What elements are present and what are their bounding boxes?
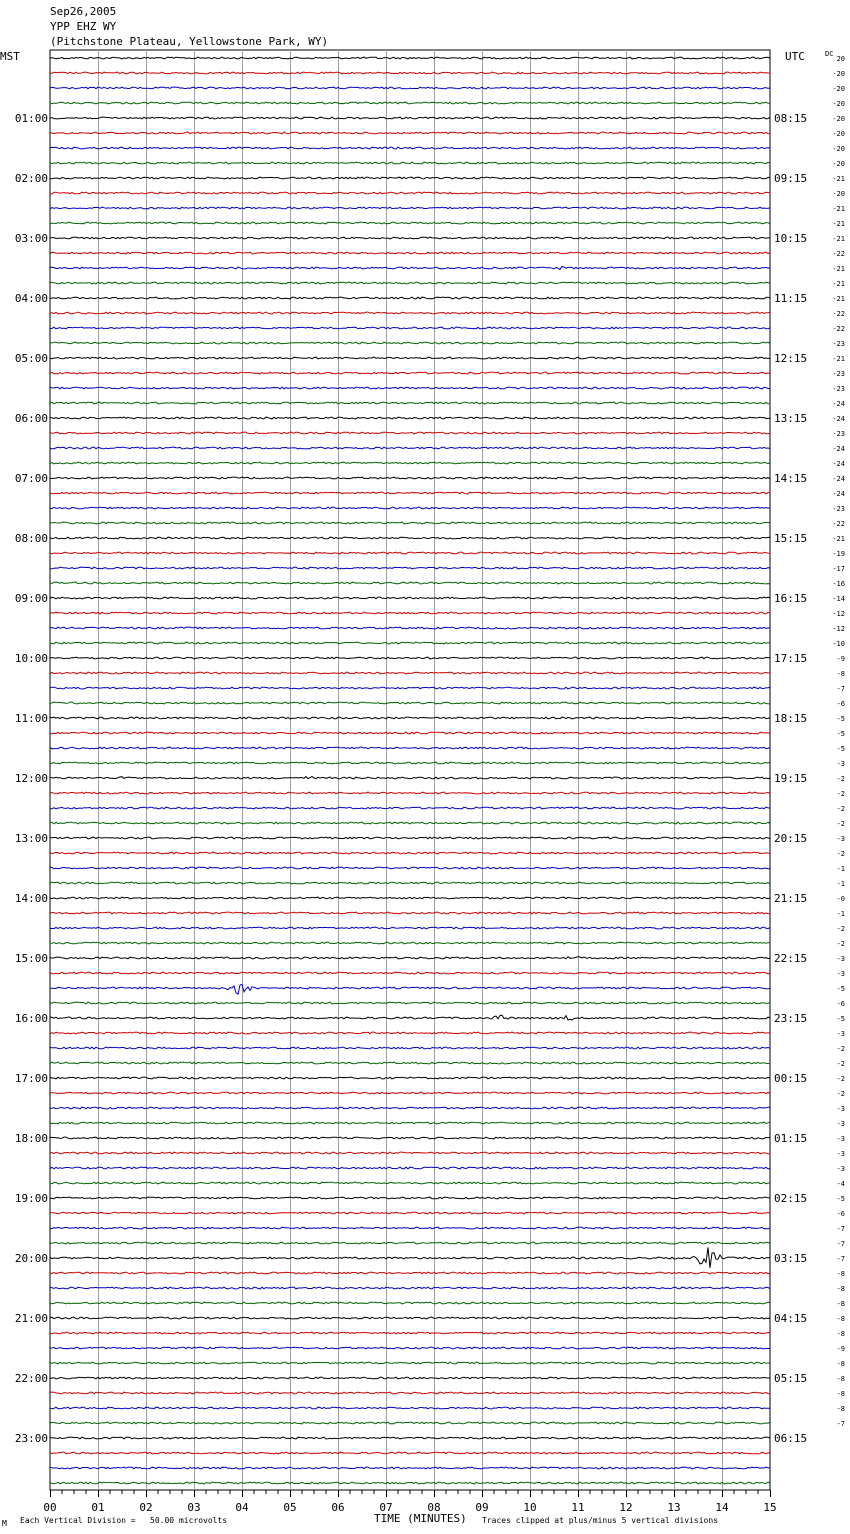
seismic-trace xyxy=(50,132,770,134)
dc-offset-label: -1 xyxy=(836,880,845,888)
seismic-trace xyxy=(50,852,770,854)
dc-offset-label: -3 xyxy=(836,970,845,978)
seismic-trace xyxy=(50,327,770,329)
seismic-trace xyxy=(50,462,770,464)
seismic-trace xyxy=(50,807,770,809)
dc-offset-label: -23 xyxy=(832,340,845,348)
seismic-trace xyxy=(50,837,770,839)
seismic-trace xyxy=(50,747,770,749)
right-time-label: 01:15 xyxy=(774,1132,808,1145)
seismic-trace xyxy=(50,237,770,239)
seismic-trace xyxy=(50,1302,770,1304)
x-tick-label: 13 xyxy=(667,1501,681,1514)
seismic-trace xyxy=(50,1452,770,1454)
seismic-trace xyxy=(50,192,770,194)
dc-offset-label: -21 xyxy=(832,280,845,288)
seismic-trace xyxy=(50,1467,770,1469)
right-time-label: 19:15 xyxy=(774,772,808,785)
dc-offset-label: -20 xyxy=(832,160,845,168)
right-time-label: 08:15 xyxy=(774,112,808,125)
dc-offset-label: -2 xyxy=(836,850,845,858)
x-tick-label: 02 xyxy=(139,1501,153,1514)
right-time-label: 00:15 xyxy=(774,1072,808,1085)
dc-offset-label: -20 xyxy=(832,145,845,153)
seismic-trace xyxy=(50,1182,770,1184)
seismic-trace xyxy=(50,537,770,539)
dc-offset-label: -1 xyxy=(836,865,845,873)
seismic-trace xyxy=(50,1092,770,1094)
right-time-label: 17:15 xyxy=(774,652,808,665)
dc-offset-label: -7 xyxy=(836,1240,845,1248)
seismic-trace xyxy=(50,1212,770,1214)
clip-note: Traces clipped at plus/minus 5 vertical divisions xyxy=(482,1516,719,1525)
seismic-trace xyxy=(50,312,770,314)
trace-layer xyxy=(50,57,770,1484)
seismic-trace xyxy=(50,117,770,119)
left-time-label: 10:00 xyxy=(14,652,48,665)
seismic-trace xyxy=(50,1047,770,1049)
seismic-trace xyxy=(50,102,770,104)
dc-offset-label: -21 xyxy=(832,220,845,228)
seismic-trace xyxy=(50,1482,770,1484)
seismic-trace xyxy=(50,1062,770,1064)
x-tick-label: 00 xyxy=(43,1501,57,1514)
right-time-label: 05:15 xyxy=(774,1372,808,1385)
grid-layer xyxy=(50,50,771,1497)
left-time-label: 12:00 xyxy=(14,772,48,785)
x-tick-label: 10 xyxy=(523,1501,537,1514)
seismic-trace xyxy=(50,507,770,509)
dc-offset-label: -8 xyxy=(836,1285,845,1293)
dc-offset-label: -16 xyxy=(832,580,845,588)
seismic-trace xyxy=(50,867,770,869)
seismic-trace xyxy=(50,1422,770,1424)
seismic-trace xyxy=(50,732,770,734)
dc-offset-label: -24 xyxy=(832,490,845,498)
dc-offset-label: -17 xyxy=(832,565,845,573)
dc-offset-label: -22 xyxy=(832,325,845,333)
seismic-trace xyxy=(50,1152,770,1154)
seismic-trace xyxy=(50,777,770,779)
seismic-trace xyxy=(50,1287,770,1289)
x-tick-label: 14 xyxy=(715,1501,729,1514)
seismic-trace xyxy=(50,1407,770,1409)
dc-offset-label: -21 xyxy=(832,535,845,543)
left-time-label: 15:00 xyxy=(14,952,48,965)
seismic-trace xyxy=(50,1437,770,1439)
dc-offset-label: -24 xyxy=(832,460,845,468)
seismic-trace xyxy=(50,1137,770,1139)
x-tick-label: 11 xyxy=(571,1501,585,1514)
seismic-trace xyxy=(50,177,770,179)
dc-offset-label: -8 xyxy=(836,1300,845,1308)
right-time-label: 02:15 xyxy=(774,1192,808,1205)
seismic-trace xyxy=(50,762,770,764)
left-time-label: 22:00 xyxy=(14,1372,48,1385)
left-time-label: 01:00 xyxy=(14,112,48,125)
dc-offset-label: -23 xyxy=(832,370,845,378)
dc-offset-label: -23 xyxy=(832,430,845,438)
dc-offset-label: -20 xyxy=(832,70,845,78)
right-time-label: 09:15 xyxy=(774,172,808,185)
header-location: (Pitchstone Plateau, Yellowstone Park, WY) xyxy=(50,35,329,48)
right-time-label: 15:15 xyxy=(774,532,808,545)
left-time-label: 20:00 xyxy=(14,1252,48,1265)
dc-offset-label: -21 xyxy=(832,205,845,213)
dc-offset-label: -21 xyxy=(832,235,845,243)
dc-offset-label: -5 xyxy=(836,715,845,723)
dc-offset-label: -2 xyxy=(836,790,845,798)
seismic-trace xyxy=(50,522,770,524)
dc-offset-label: -6 xyxy=(836,1210,845,1218)
dc-offset-label: -23 xyxy=(832,385,845,393)
dc-offset-label: -22 xyxy=(832,520,845,528)
left-time-label: 03:00 xyxy=(14,232,48,245)
seismic-trace xyxy=(50,402,770,404)
dc-offset-label: -23 xyxy=(832,505,845,513)
dc-offset-label: -8 xyxy=(836,1375,845,1383)
seismic-trace xyxy=(50,1227,770,1229)
dc-offset-label: -1 xyxy=(836,910,845,918)
dc-offset-label: -3 xyxy=(836,835,845,843)
right-time-label: 13:15 xyxy=(774,412,808,425)
dc-offset-label: -8 xyxy=(836,1330,845,1338)
x-tick-label: 12 xyxy=(619,1501,633,1514)
seismic-trace xyxy=(50,687,770,689)
seismic-trace xyxy=(50,1197,770,1199)
seismic-trace xyxy=(50,1392,770,1394)
left-time-label: 05:00 xyxy=(14,352,48,365)
dc-offset-label: -7 xyxy=(836,685,845,693)
seismic-trace xyxy=(50,266,770,269)
seismic-trace xyxy=(50,387,770,389)
dc-offset-label: -5 xyxy=(836,985,845,993)
seismic-trace xyxy=(50,942,770,944)
left-time-label: 16:00 xyxy=(14,1012,48,1025)
dc-offset-label: -2 xyxy=(836,820,845,828)
seismic-trace xyxy=(50,1377,770,1379)
seismic-trace xyxy=(50,1247,770,1267)
seismic-trace xyxy=(50,1167,770,1169)
dc-offset-label: -2 xyxy=(836,1075,845,1083)
dc-offset-label: -21 xyxy=(832,265,845,273)
dc-offset-label: -9 xyxy=(836,655,845,663)
dc-offset-label: -24 xyxy=(832,445,845,453)
seismic-trace xyxy=(50,492,770,494)
dc-offset-label: -3 xyxy=(836,760,845,768)
dc-offset-label: -9 xyxy=(836,1345,845,1353)
dc-offset-label: -20 xyxy=(832,85,845,93)
x-axis-label: TIME (MINUTES) xyxy=(374,1512,467,1525)
seismic-trace xyxy=(50,1332,770,1334)
x-tick-label: 07 xyxy=(379,1501,393,1514)
dc-offset-label: -19 xyxy=(832,550,845,558)
seismic-trace xyxy=(50,612,770,614)
dc-offset-label: -8 xyxy=(836,1360,845,1368)
dc-offset-label: -24 xyxy=(832,415,845,423)
dc-offset-label: -4 xyxy=(836,1180,845,1188)
seismic-trace xyxy=(50,252,770,254)
dc-offset-label: -8 xyxy=(836,670,845,678)
corner-mark: M xyxy=(2,1519,7,1528)
dc-offset-label: 20 xyxy=(836,55,845,63)
dc-offset-label: -6 xyxy=(836,1000,845,1008)
x-tick-label: 06 xyxy=(331,1501,345,1514)
dc-offset-label: -2 xyxy=(836,805,845,813)
seismic-trace xyxy=(50,717,770,719)
dc-offset-label: -22 xyxy=(832,250,845,258)
seismic-trace xyxy=(50,417,770,419)
seismic-trace xyxy=(50,657,770,659)
x-tick-label: 05 xyxy=(283,1501,297,1514)
left-time-label: 23:00 xyxy=(14,1432,48,1445)
seismic-trace xyxy=(50,162,770,164)
seismic-trace xyxy=(50,627,770,629)
right-time-label: 16:15 xyxy=(774,592,808,605)
left-timezone-label: MST xyxy=(0,50,20,63)
dc-offset-label: -21 xyxy=(832,175,845,183)
seismic-trace xyxy=(50,1032,770,1034)
dc-offset-label: -22 xyxy=(832,310,845,318)
dc-offset-label: -20 xyxy=(832,115,845,123)
seismic-trace xyxy=(50,672,770,674)
dc-offset-label: -6 xyxy=(836,700,845,708)
seismic-trace xyxy=(50,432,770,434)
dc-offset-label: -3 xyxy=(836,1105,845,1113)
seismic-trace xyxy=(50,372,770,374)
dc-offset-label: -5 xyxy=(836,730,845,738)
dc-offset-label: -20 xyxy=(832,130,845,138)
seismic-trace xyxy=(50,822,770,824)
dc-offset-label: -8 xyxy=(836,1270,845,1278)
right-time-label: 11:15 xyxy=(774,292,808,305)
seismic-trace xyxy=(50,1015,770,1020)
seismic-trace xyxy=(50,222,770,224)
dc-offset-label: -3 xyxy=(836,1030,845,1038)
dc-offset-label: -20 xyxy=(832,190,845,198)
left-time-label: 17:00 xyxy=(14,1072,48,1085)
seismic-trace xyxy=(50,1242,770,1244)
dc-offset-label: -2 xyxy=(836,940,845,948)
dc-offset-label: -7 xyxy=(836,1225,845,1233)
seismic-trace xyxy=(50,567,770,569)
dc-offset-label: -8 xyxy=(836,1390,845,1398)
x-tick-label: 01 xyxy=(91,1501,105,1514)
x-tick-label: 09 xyxy=(475,1501,489,1514)
left-time-label: 13:00 xyxy=(14,832,48,845)
scale-note: Each Vertical Division = 50.00 microvolts xyxy=(20,1516,228,1525)
label-layer xyxy=(0,50,845,1514)
left-time-label: 06:00 xyxy=(14,412,48,425)
dc-offset-label: -3 xyxy=(836,1120,845,1128)
left-time-label: 11:00 xyxy=(14,712,48,725)
dc-offset-label: -2 xyxy=(836,1045,845,1053)
left-time-label: 09:00 xyxy=(14,592,48,605)
right-timezone-label: UTC xyxy=(785,50,805,63)
dc-offset-label: -2 xyxy=(836,775,845,783)
left-time-label: 08:00 xyxy=(14,532,48,545)
seismic-trace xyxy=(50,342,770,344)
seismic-trace xyxy=(50,897,770,899)
header-date: Sep26,2005 xyxy=(50,5,117,18)
dc-offset-label: -7 xyxy=(836,1255,845,1263)
dc-offset-label: -14 xyxy=(832,595,845,603)
right-time-label: 20:15 xyxy=(774,832,808,845)
left-time-label: 14:00 xyxy=(14,892,48,905)
seismic-trace xyxy=(50,477,770,479)
left-time-label: 04:00 xyxy=(14,292,48,305)
dc-offset-label: -8 xyxy=(836,1315,845,1323)
seismic-trace xyxy=(50,702,770,704)
dc-offset-label: -12 xyxy=(832,610,845,618)
seismic-trace xyxy=(50,792,770,794)
seismic-trace xyxy=(50,912,770,914)
right-time-label: 21:15 xyxy=(774,892,808,905)
seismic-trace xyxy=(50,1002,770,1004)
dc-offset-label: -5 xyxy=(836,1195,845,1203)
dc-header-label: DC xyxy=(825,50,834,58)
left-time-label: 19:00 xyxy=(14,1192,48,1205)
dc-offset-label: -3 xyxy=(836,955,845,963)
seismic-trace xyxy=(50,642,770,644)
x-tick-label: 15 xyxy=(763,1501,777,1514)
right-time-label: 23:15 xyxy=(774,1012,808,1025)
left-time-label: 07:00 xyxy=(14,472,48,485)
dc-offset-label: -5 xyxy=(836,745,845,753)
right-time-label: 22:15 xyxy=(774,952,808,965)
seismic-trace xyxy=(50,1347,770,1349)
seismic-trace xyxy=(50,597,770,599)
right-time-label: 10:15 xyxy=(774,232,808,245)
seismic-trace xyxy=(50,882,770,884)
dc-offset-label: -12 xyxy=(832,625,845,633)
seismic-trace xyxy=(50,357,770,359)
dc-offset-label: -7 xyxy=(836,1420,845,1428)
dc-offset-label: -20 xyxy=(832,100,845,108)
dc-offset-label: -0 xyxy=(836,895,845,903)
dc-offset-label: -8 xyxy=(836,1405,845,1413)
right-time-label: 06:15 xyxy=(774,1432,808,1445)
seismic-trace xyxy=(50,957,770,959)
dc-offset-label: -10 xyxy=(832,640,845,648)
seismic-trace xyxy=(50,207,770,209)
right-time-label: 18:15 xyxy=(774,712,808,725)
seismic-trace xyxy=(50,1272,770,1274)
left-time-label: 18:00 xyxy=(14,1132,48,1145)
seismic-trace xyxy=(50,282,770,284)
dc-offset-label: -2 xyxy=(836,1090,845,1098)
seismic-trace xyxy=(50,447,770,449)
dc-offset-label: -21 xyxy=(832,355,845,363)
seismic-trace xyxy=(50,87,770,89)
seismic-trace xyxy=(50,552,770,554)
x-tick-label: 08 xyxy=(427,1501,441,1514)
left-time-label: 02:00 xyxy=(14,172,48,185)
seismic-trace xyxy=(50,972,770,974)
seismic-trace xyxy=(50,582,770,584)
seismic-trace xyxy=(50,1077,770,1079)
dc-offset-label: -3 xyxy=(836,1135,845,1143)
dc-offset-label: -24 xyxy=(832,475,845,483)
seismic-trace xyxy=(50,1362,770,1364)
dc-offset-label: -3 xyxy=(836,1165,845,1173)
seismic-trace xyxy=(50,1122,770,1124)
right-time-label: 14:15 xyxy=(774,472,808,485)
right-time-label: 12:15 xyxy=(774,352,808,365)
dc-offset-label: -5 xyxy=(836,1015,845,1023)
dc-offset-label: -3 xyxy=(836,1150,845,1158)
header-station: YPP EHZ WY xyxy=(50,20,117,33)
dc-offset-label: -2 xyxy=(836,1060,845,1068)
x-tick-label: 04 xyxy=(235,1501,249,1514)
seismic-trace xyxy=(50,1107,770,1109)
seismic-trace xyxy=(50,147,770,149)
right-time-label: 04:15 xyxy=(774,1312,808,1325)
dc-offset-label: -2 xyxy=(836,925,845,933)
right-time-label: 03:15 xyxy=(774,1252,808,1265)
x-tick-label: 03 xyxy=(187,1501,201,1514)
seismic-trace xyxy=(50,927,770,929)
dc-offset-label: -21 xyxy=(832,295,845,303)
seismic-trace xyxy=(50,72,770,74)
seismic-trace xyxy=(50,297,770,299)
seismic-trace xyxy=(50,1317,770,1319)
seismic-trace xyxy=(50,57,770,59)
seismic-trace xyxy=(50,985,770,995)
dc-offset-label: -24 xyxy=(832,400,845,408)
left-time-label: 21:00 xyxy=(14,1312,48,1325)
